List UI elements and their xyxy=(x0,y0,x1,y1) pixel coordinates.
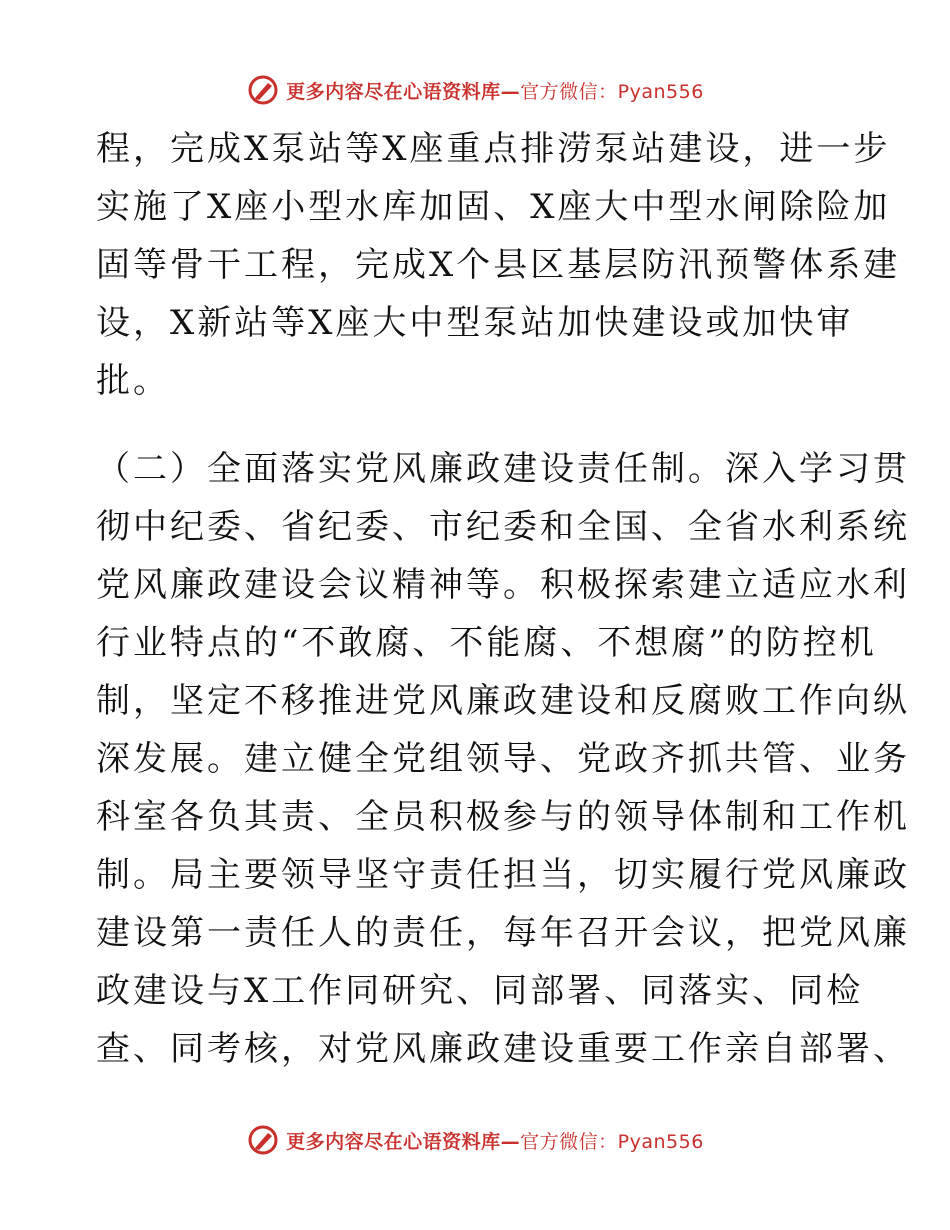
banner-separator: — xyxy=(500,1130,521,1153)
text-line: 批。 xyxy=(96,361,170,401)
banner-title: 更多内容尽在心语资料库 xyxy=(286,80,501,103)
text-line: 彻中纪委、省纪委、市纪委和全国、全省水利系统 xyxy=(96,507,910,547)
text-line: 政建设与X工作同研究、同部署、同落实、同检 xyxy=(96,971,864,1011)
text-line: 党风廉政建设会议精神等。积极探索建立适应水利 xyxy=(96,565,910,605)
pen-logo-icon xyxy=(246,73,280,107)
banner-wechat: 官方微信：Pyan556 xyxy=(520,80,704,103)
text-line: 查、同考核，对党风廉政建设重要工作亲自部署、 xyxy=(96,1029,910,1069)
paragraph-1 xyxy=(96,120,901,410)
pen-logo-icon xyxy=(246,1123,280,1157)
paragraph-2 xyxy=(96,440,910,1078)
text-line: 科室各负其责、全员积极参与的领导体制和工作机 xyxy=(96,797,910,837)
banner-wechat: 官方微信：Pyan556 xyxy=(520,1130,704,1153)
text-line: 制。局主要领导坚守责任担当，切实履行党风廉政 xyxy=(96,855,910,895)
document-body xyxy=(96,120,910,1078)
text-line: 制，坚定不移推进党风廉政建设和反腐败工作向纵 xyxy=(96,681,910,721)
text-line: 深发展。建立健全党组领导、党政齐抓共管、业务 xyxy=(96,739,910,779)
header-banner xyxy=(0,70,950,110)
text-line: 固等骨干工程，完成X个县区基层防汛预警体系建 xyxy=(96,245,901,285)
banner-text xyxy=(286,1127,704,1154)
text-line: 程，完成X泵站等X座重点排涝泵站建设，进一步 xyxy=(96,129,891,169)
banner-title: 更多内容尽在心语资料库 xyxy=(286,1130,501,1153)
text-line: 行业特点的“不敢腐、不能腐、不想腐”的防控机 xyxy=(96,623,877,663)
footer-banner xyxy=(0,1120,950,1160)
banner-text xyxy=(286,77,704,104)
text-line: 设，X新站等X座大中型泵站加快建设或加快审 xyxy=(96,303,854,343)
banner-separator: — xyxy=(500,80,521,103)
text-line: （二）全面落实党风廉政建设责任制。深入学习贯 xyxy=(96,449,910,489)
text-line: 建设第一责任人的责任，每年召开会议，把党风廉 xyxy=(96,913,910,953)
text-line: 实施了X座小型水库加固、X座大中型水闸除险加 xyxy=(96,187,891,227)
